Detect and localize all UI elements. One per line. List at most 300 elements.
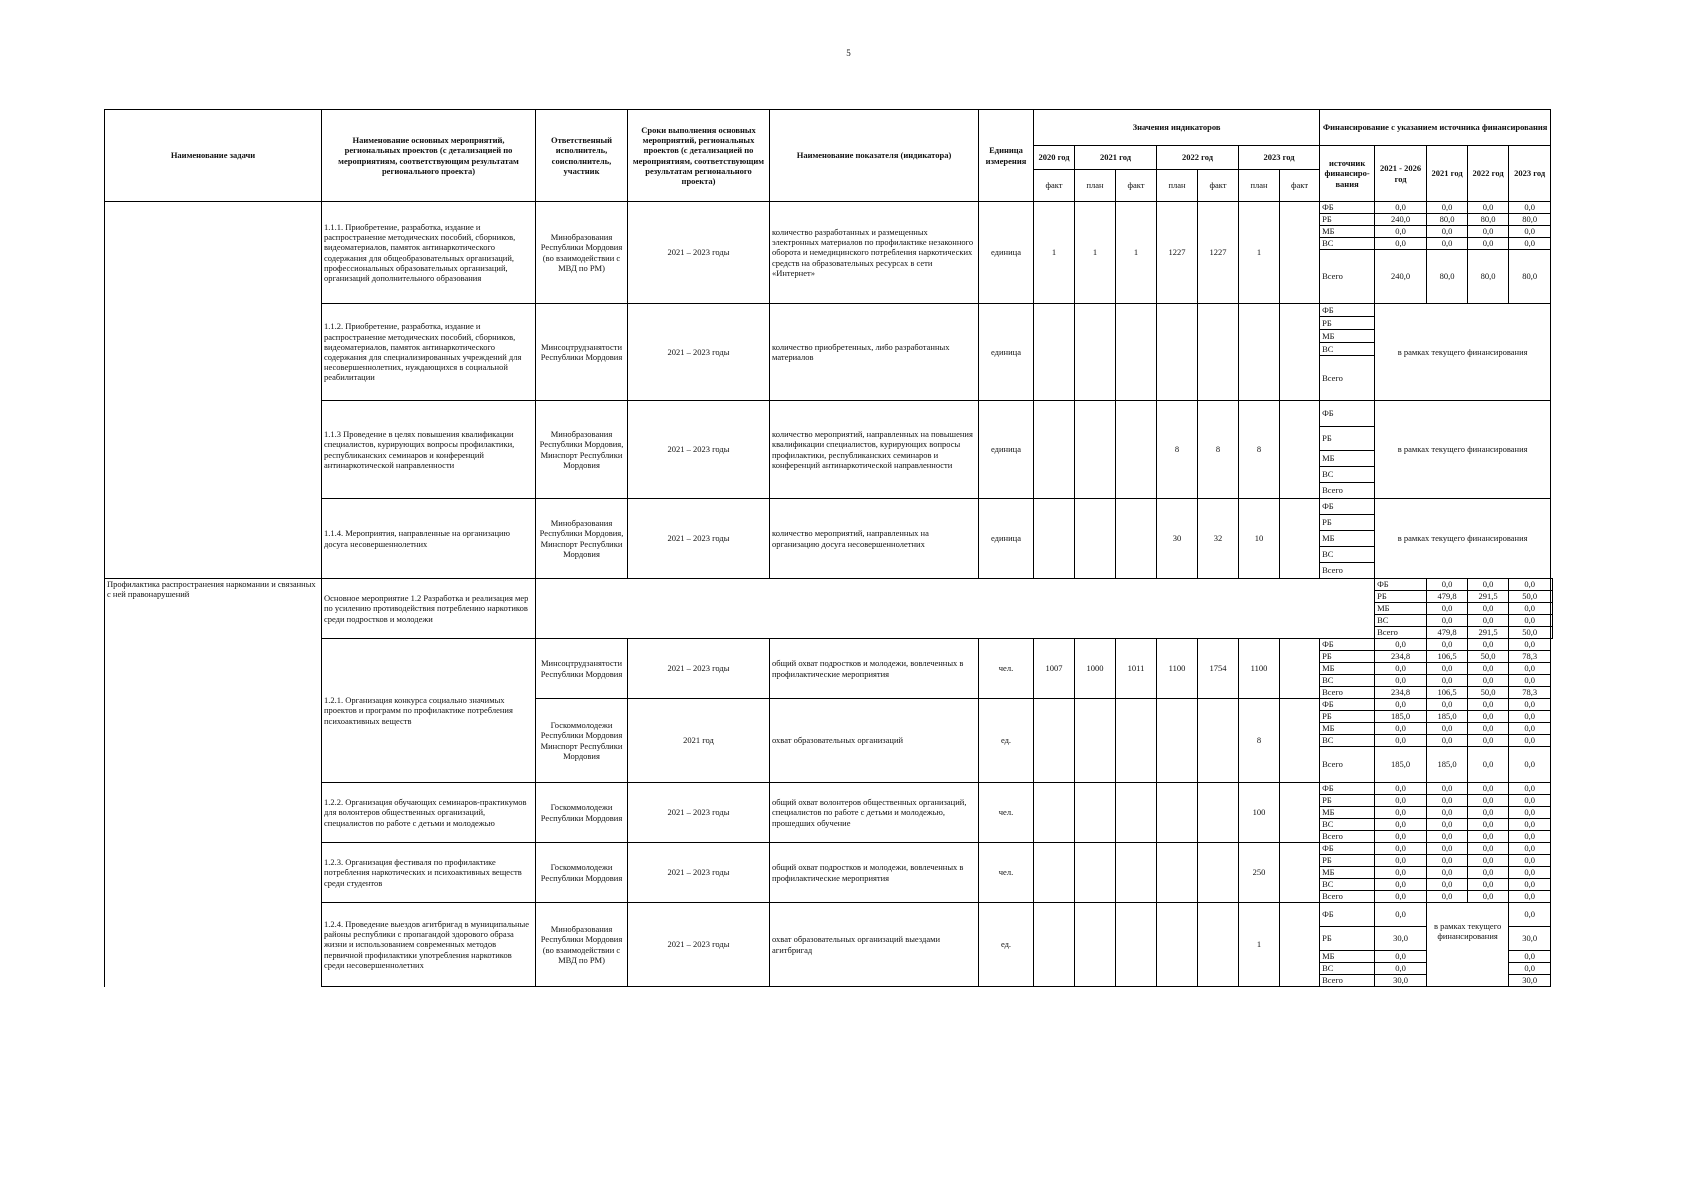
value-cell bbox=[1157, 304, 1198, 401]
fin-value: 185,0 bbox=[1375, 711, 1427, 723]
value-cell bbox=[1116, 499, 1157, 579]
fin-value: 240,0 bbox=[1375, 250, 1427, 304]
fin-value: 0,0 bbox=[1509, 855, 1551, 867]
indicator-121b: охват образовательных организаций bbox=[770, 699, 979, 783]
fin-value: 0,0 bbox=[1375, 783, 1427, 795]
fin-value: 0,0 bbox=[1427, 675, 1468, 687]
header-f2023: 2023 год bbox=[1509, 146, 1551, 202]
value-cell: 1 bbox=[1239, 202, 1280, 304]
value-cell bbox=[1075, 499, 1116, 579]
fin-value: 0,0 bbox=[1509, 963, 1551, 975]
executor-114: Минобразования Республики Мордовия, Минспорт Республики Мордовия bbox=[536, 499, 628, 579]
executor-113: Минобразования Республики Мордовия, Минспорт Республики Мордовия bbox=[536, 401, 628, 499]
fin-label: ФБ bbox=[1320, 401, 1375, 427]
executor-122: Госкоммолодежи Республики Мордовия bbox=[536, 783, 628, 843]
indicator-123: общий охват подростков и молодежи, вовлеченных в профилактические мероприятия bbox=[770, 843, 979, 903]
header-f2022: 2022 год bbox=[1468, 146, 1509, 202]
value-cell: 8 bbox=[1198, 401, 1239, 499]
fin-value: 234,8 bbox=[1375, 687, 1427, 699]
fin-value: 80,0 bbox=[1468, 214, 1509, 226]
fin-label: Всего bbox=[1320, 687, 1375, 699]
fin-value: 80,0 bbox=[1509, 214, 1551, 226]
unit-121a: чел. bbox=[979, 639, 1034, 699]
value-cell bbox=[1034, 699, 1075, 783]
fin-value: 0,0 bbox=[1468, 603, 1509, 615]
fin-value: 0,0 bbox=[1509, 711, 1551, 723]
fin-value: 185,0 bbox=[1427, 747, 1468, 783]
value-cell bbox=[1198, 699, 1239, 783]
fin-value: 30,0 bbox=[1509, 975, 1551, 987]
value-cell bbox=[1280, 843, 1320, 903]
task-12: Профилактика распространения наркомании и связанных с ней правонарушений bbox=[105, 579, 322, 987]
indicator-122: общий охват волонтеров общественных организаций, специалистов по работе с детьми и молодежью, прошедших обучение bbox=[770, 783, 979, 843]
fin-label: ВС bbox=[1375, 615, 1427, 627]
value-cell: 8 bbox=[1239, 699, 1280, 783]
executor-112: Минсоцтрудзанятости Республики Мордовия bbox=[536, 304, 628, 401]
fin-value: 0,0 bbox=[1509, 615, 1551, 627]
fin-value: 0,0 bbox=[1509, 879, 1551, 891]
value-cell bbox=[1280, 783, 1320, 843]
fin-label: Всего bbox=[1320, 975, 1375, 987]
header-fact: факт bbox=[1198, 170, 1239, 202]
fin-label: РБ bbox=[1320, 795, 1375, 807]
value-cell bbox=[1116, 903, 1157, 987]
fin-value bbox=[1551, 603, 1553, 615]
fin-value: 0,0 bbox=[1468, 807, 1509, 819]
unit-122: чел. bbox=[979, 783, 1034, 843]
terms-114: 2021 – 2023 годы bbox=[628, 499, 770, 579]
value-cell bbox=[1280, 499, 1320, 579]
activity-112: 1.1.2. Приобретение, разработка, издание и распространение методических пособий, сборников, видеоматериалов, памяток антинаркотического содержания для специализированных учреждений для несовершеннолетних, нуждающихся в социальной реабилитации bbox=[322, 304, 536, 401]
fin-value: 0,0 bbox=[1509, 226, 1551, 238]
terms-121b: 2021 год bbox=[628, 699, 770, 783]
fin-label: РБ bbox=[1320, 927, 1375, 951]
value-cell: 32 bbox=[1198, 499, 1239, 579]
current-financing-note: в рамках текущего финансирования bbox=[1375, 499, 1551, 579]
fin-value: 0,0 bbox=[1468, 831, 1509, 843]
fin-value: 0,0 bbox=[1509, 867, 1551, 879]
fin-label: ВС bbox=[1320, 963, 1375, 975]
unit-114: единица bbox=[979, 499, 1034, 579]
unit-121b: ед. bbox=[979, 699, 1034, 783]
value-cell bbox=[1034, 843, 1075, 903]
fin-value: 0,0 bbox=[1468, 747, 1509, 783]
value-cell bbox=[1280, 202, 1320, 304]
value-cell: 30 bbox=[1157, 499, 1198, 579]
current-financing-note: в рамках текущего финансирования bbox=[1375, 401, 1551, 499]
fin-value: 0,0 bbox=[1468, 819, 1509, 831]
value-cell bbox=[1157, 843, 1198, 903]
fin-value: 0,0 bbox=[1509, 603, 1551, 615]
fin-value: 0,0 bbox=[1375, 202, 1427, 214]
fin-value: 0,0 bbox=[1509, 903, 1551, 927]
activity-113: 1.1.3 Проведение в целях повышения квалификации специалистов, курирующих вопросы профилактики, республиканских семинаров и конференций антинаркотической направленности bbox=[322, 401, 536, 499]
fin-value: 0,0 bbox=[1427, 579, 1468, 591]
header-plan: план bbox=[1075, 170, 1116, 202]
fin-label: МБ bbox=[1320, 867, 1375, 879]
value-cell: 1011 bbox=[1116, 639, 1157, 699]
fin-label: ВС bbox=[1320, 467, 1375, 483]
fin-label: МБ bbox=[1320, 330, 1375, 343]
fin-value: 0,0 bbox=[1468, 639, 1509, 651]
fin-label: ФБ bbox=[1320, 499, 1375, 515]
header-2020: 2020 год bbox=[1034, 146, 1075, 170]
fin-value: 0,0 bbox=[1509, 891, 1551, 903]
fin-label: РБ bbox=[1320, 651, 1375, 663]
value-cell bbox=[1280, 401, 1320, 499]
fin-value: 80,0 bbox=[1427, 250, 1468, 304]
fin-value: 0,0 bbox=[1375, 795, 1427, 807]
value-cell bbox=[1034, 783, 1075, 843]
fin-label: МБ bbox=[1320, 951, 1375, 963]
fin-value: 0,0 bbox=[1509, 699, 1551, 711]
value-cell bbox=[1280, 639, 1320, 699]
activity-12: Основное мероприятие 1.2 Разработка и реализация мер по усилению противодействия потреблению наркотиков среди подростков и молодежи bbox=[322, 579, 536, 639]
header-fact: факт bbox=[1116, 170, 1157, 202]
fin-label: МБ bbox=[1320, 226, 1375, 238]
terms-122: 2021 – 2023 годы bbox=[628, 783, 770, 843]
header-2021: 2021 год bbox=[1075, 146, 1157, 170]
fin-value: 0,0 bbox=[1468, 238, 1509, 250]
fin-label: ФБ bbox=[1320, 304, 1375, 317]
header-fact: факт bbox=[1280, 170, 1320, 202]
value-cell bbox=[1116, 304, 1157, 401]
fin-value: 0,0 bbox=[1468, 579, 1509, 591]
fin-value: 0,0 bbox=[1427, 603, 1468, 615]
fin-label: ВС bbox=[1320, 819, 1375, 831]
fin-value: 0,0 bbox=[1427, 663, 1468, 675]
fin-value: 185,0 bbox=[1375, 747, 1427, 783]
fin-value: 0,0 bbox=[1375, 843, 1427, 855]
fin-value: 0,0 bbox=[1375, 675, 1427, 687]
header-unit: Единица измерения bbox=[979, 110, 1034, 202]
value-cell: 1100 bbox=[1157, 639, 1198, 699]
header-executor: Ответственный исполнитель, соисполнитель, участник bbox=[536, 110, 628, 202]
executor-123: Госкоммолодежи Республики Мордовия bbox=[536, 843, 628, 903]
value-cell bbox=[1075, 304, 1116, 401]
fin-value: 0,0 bbox=[1375, 951, 1427, 963]
fin-value: 234,8 bbox=[1375, 651, 1427, 663]
fin-value: 30,0 bbox=[1375, 975, 1427, 987]
value-cell bbox=[1034, 401, 1075, 499]
unit-113: единица bbox=[979, 401, 1034, 499]
value-cell bbox=[1116, 401, 1157, 499]
value-cell bbox=[1075, 843, 1116, 903]
fin-value: 0,0 bbox=[1375, 639, 1427, 651]
fin-value: 80,0 bbox=[1509, 250, 1551, 304]
fin-value: 0,0 bbox=[1509, 238, 1551, 250]
value-cell bbox=[1034, 903, 1075, 987]
fin-label: МБ bbox=[1320, 531, 1375, 547]
fin-value: 50,0 bbox=[1509, 591, 1551, 603]
fin-label: РБ bbox=[1320, 515, 1375, 531]
fin-label: ФБ bbox=[1320, 843, 1375, 855]
unit-123: чел. bbox=[979, 843, 1034, 903]
executor-121a: Минсоцтрудзанятости Республики Мордовия bbox=[536, 639, 628, 699]
fin-value: 106,5 bbox=[1427, 687, 1468, 699]
value-cell bbox=[1280, 903, 1320, 987]
fin-value: 0,0 bbox=[1468, 795, 1509, 807]
indicator-112: количество приобретенных, либо разработанных материалов bbox=[770, 304, 979, 401]
indicator-124: охват образовательных организаций выездами агитбригад bbox=[770, 903, 979, 987]
fin-label: Всего bbox=[1320, 747, 1375, 783]
fin-value: 291,5 bbox=[1468, 627, 1509, 639]
fin-value: 0,0 bbox=[1375, 226, 1427, 238]
header-plan: план bbox=[1239, 170, 1280, 202]
value-cell bbox=[1198, 783, 1239, 843]
fin-label: ФБ bbox=[1320, 202, 1375, 214]
fin-value: 0,0 bbox=[1427, 831, 1468, 843]
fin-value: 0,0 bbox=[1375, 855, 1427, 867]
fin-value: 30,0 bbox=[1509, 927, 1551, 951]
indicator-111: количество разработанных и размещенных электронных материалов по профилактике незаконного оборота и немедицинского потребления наркотических средств на образовательных ресурсах в сети «Интернет» bbox=[770, 202, 979, 304]
fin-label: Всего bbox=[1320, 831, 1375, 843]
activity-122: 1.2.2. Организация обучающих семинаров-практикумов для волонтеров общественных организаций, специалистов по работе с детьми и молодежью bbox=[322, 783, 536, 843]
value-cell: 1000 bbox=[1075, 639, 1116, 699]
fin-value: 0,0 bbox=[1509, 735, 1551, 747]
fin-value: 0,0 bbox=[1375, 819, 1427, 831]
fin-value bbox=[1551, 579, 1553, 591]
value-cell bbox=[1280, 699, 1320, 783]
value-cell: 8 bbox=[1239, 401, 1280, 499]
fin-value: 0,0 bbox=[1427, 867, 1468, 879]
fin-value: 0,0 bbox=[1509, 843, 1551, 855]
fin-label: Всего bbox=[1320, 563, 1375, 579]
terms-124: 2021 – 2023 годы bbox=[628, 903, 770, 987]
fin-label: Всего bbox=[1320, 483, 1375, 499]
fin-label: Всего bbox=[1320, 356, 1375, 401]
fin-label: ФБ bbox=[1320, 639, 1375, 651]
fin-label: ВС bbox=[1320, 547, 1375, 563]
fin-value: 0,0 bbox=[1375, 723, 1427, 735]
terms-112: 2021 – 2023 годы bbox=[628, 304, 770, 401]
header-financing: Финансирование с указанием источника финансирования bbox=[1320, 110, 1551, 146]
value-cell bbox=[1075, 401, 1116, 499]
empty-merged bbox=[536, 579, 1375, 639]
activity-121: 1.2.1. Организация конкурса социально значимых проектов и программ по профилактике потребления психоактивных веществ bbox=[322, 639, 536, 783]
fin-value: 185,0 bbox=[1427, 711, 1468, 723]
fin-value: 0,0 bbox=[1375, 879, 1427, 891]
value-cell bbox=[1075, 699, 1116, 783]
header-indicator: Наименование показателя (индикатора) bbox=[770, 110, 979, 202]
fin-value: 0,0 bbox=[1468, 843, 1509, 855]
value-cell: 1 bbox=[1239, 903, 1280, 987]
current-financing-note: в рамках текущего финансирования bbox=[1375, 304, 1551, 401]
fin-value: 30,0 bbox=[1375, 927, 1427, 951]
header-activity: Наименование основных мероприятий, региональных проектов (с детализацией по мероприятиям, соответствующим результатам регионального проекта) bbox=[322, 110, 536, 202]
fin-value: 78,3 bbox=[1509, 651, 1551, 663]
fin-value: 0,0 bbox=[1468, 615, 1509, 627]
indicator-121a: общий охват подростков и молодежи, вовлеченных в профилактические мероприятия bbox=[770, 639, 979, 699]
current-financing-note: в рамках текущего финансирования bbox=[1427, 903, 1509, 987]
fin-label: ВС bbox=[1320, 735, 1375, 747]
executor-121b: Госкоммолодежи Республики Мордовия Минспорт Республики Мордовия bbox=[536, 699, 628, 783]
fin-value: 0,0 bbox=[1468, 202, 1509, 214]
value-cell bbox=[1280, 304, 1320, 401]
fin-value: 0,0 bbox=[1468, 723, 1509, 735]
fin-value: 0,0 bbox=[1375, 867, 1427, 879]
value-cell: 250 bbox=[1239, 843, 1280, 903]
fin-value: 78,3 bbox=[1509, 687, 1551, 699]
header-f2126: 2021 - 2026 год bbox=[1375, 146, 1427, 202]
fin-label: ФБ bbox=[1320, 783, 1375, 795]
header-source: источник финансиро-вания bbox=[1320, 146, 1375, 202]
value-cell bbox=[1075, 783, 1116, 843]
unit-111: единица bbox=[979, 202, 1034, 304]
header-2023: 2023 год bbox=[1239, 146, 1320, 170]
fin-label: РБ bbox=[1320, 317, 1375, 330]
fin-label: ВС bbox=[1320, 675, 1375, 687]
fin-value: 0,0 bbox=[1468, 855, 1509, 867]
fin-value: 50,0 bbox=[1468, 651, 1509, 663]
terms-111: 2021 – 2023 годы bbox=[628, 202, 770, 304]
fin-value: 0,0 bbox=[1427, 807, 1468, 819]
fin-label: Всего bbox=[1320, 891, 1375, 903]
value-cell bbox=[1157, 699, 1198, 783]
fin-value: 0,0 bbox=[1468, 711, 1509, 723]
value-cell bbox=[1198, 843, 1239, 903]
task-cell-empty bbox=[105, 202, 322, 579]
fin-value: 0,0 bbox=[1468, 675, 1509, 687]
value-cell: 1 bbox=[1075, 202, 1116, 304]
executor-124: Минобразования Республики Мордовия (во взаимодействии с МВД по РМ) bbox=[536, 903, 628, 987]
fin-value: 479,8 bbox=[1427, 591, 1468, 603]
value-cell bbox=[1116, 699, 1157, 783]
fin-label: МБ bbox=[1320, 723, 1375, 735]
activity-111: 1.1.1. Приобретение, разработка, издание и распространение методических пособий, сборников, видеоматериалов, памяток антинаркотического содержания для общеобразовательных организаций, профессиональных образовательных организаций, организаций дополнительного образования bbox=[322, 202, 536, 304]
value-cell bbox=[1116, 843, 1157, 903]
fin-value: 0,0 bbox=[1509, 639, 1551, 651]
fin-value: 0,0 bbox=[1509, 795, 1551, 807]
fin-value: 0,0 bbox=[1468, 879, 1509, 891]
header-plan: план bbox=[1157, 170, 1198, 202]
fin-label: РБ bbox=[1320, 427, 1375, 451]
value-cell: 1007 bbox=[1034, 639, 1075, 699]
header-terms: Сроки выполнения основных мероприятий, региональных проектов (с детализацией по мероприятиям, соответствующим результатам регионального проекта) bbox=[628, 110, 770, 202]
fin-value: 0,0 bbox=[1509, 723, 1551, 735]
fin-value: 0,0 bbox=[1427, 879, 1468, 891]
fin-value: 0,0 bbox=[1427, 699, 1468, 711]
terms-121a: 2021 – 2023 годы bbox=[628, 639, 770, 699]
fin-label: РБ bbox=[1320, 711, 1375, 723]
activity-124: 1.2.4. Проведение выездов агитбригад в муниципальные районы республики с пропагандой здорового образа жизни и использованием современных методов первичной профилактики употребления наркотиков среди несовершеннолетних bbox=[322, 903, 536, 987]
fin-value: 0,0 bbox=[1509, 951, 1551, 963]
fin-value: 0,0 bbox=[1509, 202, 1551, 214]
fin-value: 0,0 bbox=[1468, 663, 1509, 675]
fin-value: 0,0 bbox=[1509, 831, 1551, 843]
fin-label: ВС bbox=[1320, 238, 1375, 250]
fin-value: 0,0 bbox=[1468, 783, 1509, 795]
indicator-113: количество мероприятий, направленных на повышения квалификации специалистов, курирующих вопросы профилактики, республиканских семинаров и конференций антинаркотической направленности bbox=[770, 401, 979, 499]
value-cell: 1 bbox=[1034, 202, 1075, 304]
fin-value: 0,0 bbox=[1375, 807, 1427, 819]
value-cell bbox=[1034, 499, 1075, 579]
fin-value: 0,0 bbox=[1427, 891, 1468, 903]
fin-value: 291,5 bbox=[1468, 591, 1509, 603]
fin-value: 0,0 bbox=[1375, 735, 1427, 747]
unit-112: единица bbox=[979, 304, 1034, 401]
activity-114: 1.1.4. Мероприятия, направленные на организацию досуга несовершеннолетних bbox=[322, 499, 536, 579]
value-cell bbox=[1198, 304, 1239, 401]
fin-value: 80,0 bbox=[1468, 250, 1509, 304]
fin-label: МБ bbox=[1320, 451, 1375, 467]
fin-label: Всего bbox=[1320, 250, 1375, 304]
fin-value: 50,0 bbox=[1468, 687, 1509, 699]
fin-value: 0,0 bbox=[1468, 699, 1509, 711]
activity-123: 1.2.3. Организация фестиваля по профилактике потребления наркотических и психоактивных веществ среди студентов bbox=[322, 843, 536, 903]
terms-113: 2021 – 2023 годы bbox=[628, 401, 770, 499]
fin-value: 0,0 bbox=[1509, 747, 1551, 783]
value-cell: 100 bbox=[1239, 783, 1280, 843]
fin-value: 0,0 bbox=[1427, 819, 1468, 831]
value-cell: 1227 bbox=[1198, 202, 1239, 304]
fin-value: 0,0 bbox=[1427, 795, 1468, 807]
fin-value bbox=[1551, 591, 1553, 603]
header-2022: 2022 год bbox=[1157, 146, 1239, 170]
value-cell bbox=[1157, 783, 1198, 843]
value-cell bbox=[1116, 783, 1157, 843]
fin-label: ФБ bbox=[1320, 903, 1375, 927]
fin-label: Всего bbox=[1375, 627, 1427, 639]
header-fact: факт bbox=[1034, 170, 1075, 202]
fin-value: 0,0 bbox=[1375, 963, 1427, 975]
fin-value: 0,0 bbox=[1427, 783, 1468, 795]
fin-value bbox=[1551, 615, 1553, 627]
value-cell: 1227 bbox=[1157, 202, 1198, 304]
fin-value: 0,0 bbox=[1427, 615, 1468, 627]
header-indicator-values: Значения индикаторов bbox=[1034, 110, 1320, 146]
fin-value: 106,5 bbox=[1427, 651, 1468, 663]
fin-value: 0,0 bbox=[1509, 663, 1551, 675]
fin-label: ФБ bbox=[1320, 699, 1375, 711]
value-cell bbox=[1198, 903, 1239, 987]
header-f2021: 2021 год bbox=[1427, 146, 1468, 202]
fin-value: 240,0 bbox=[1375, 214, 1427, 226]
fin-label: РБ bbox=[1375, 591, 1427, 603]
fin-label: МБ bbox=[1320, 807, 1375, 819]
fin-label: ВС bbox=[1320, 343, 1375, 356]
fin-value: 0,0 bbox=[1375, 663, 1427, 675]
fin-value: 0,0 bbox=[1375, 891, 1427, 903]
fin-value: 50,0 bbox=[1509, 627, 1551, 639]
fin-value: 80,0 bbox=[1427, 214, 1468, 226]
fin-value: 0,0 bbox=[1427, 226, 1468, 238]
page-number: 5 bbox=[846, 48, 851, 58]
fin-value: 0,0 bbox=[1468, 891, 1509, 903]
fin-value: 0,0 bbox=[1509, 579, 1551, 591]
fin-value: 0,0 bbox=[1509, 807, 1551, 819]
value-cell: 1754 bbox=[1198, 639, 1239, 699]
value-cell bbox=[1157, 903, 1198, 987]
executor-111: Минобразования Республики Мордовия (во взаимодействии с МВД по РМ) bbox=[536, 202, 628, 304]
fin-value: 0,0 bbox=[1468, 735, 1509, 747]
value-cell: 1100 bbox=[1239, 639, 1280, 699]
fin-value: 479,8 bbox=[1427, 627, 1468, 639]
fin-value: 0,0 bbox=[1375, 831, 1427, 843]
fin-value: 0,0 bbox=[1427, 855, 1468, 867]
fin-label: РБ bbox=[1320, 214, 1375, 226]
value-cell bbox=[1239, 304, 1280, 401]
fin-value: 0,0 bbox=[1509, 675, 1551, 687]
fin-value: 0,0 bbox=[1427, 843, 1468, 855]
value-cell: 8 bbox=[1157, 401, 1198, 499]
fin-value: 0,0 bbox=[1509, 819, 1551, 831]
fin-value: 0,0 bbox=[1427, 723, 1468, 735]
fin-value: 0,0 bbox=[1427, 238, 1468, 250]
value-cell: 10 bbox=[1239, 499, 1280, 579]
header-task: Наименование задачи bbox=[105, 110, 322, 202]
fin-value bbox=[1551, 627, 1553, 639]
